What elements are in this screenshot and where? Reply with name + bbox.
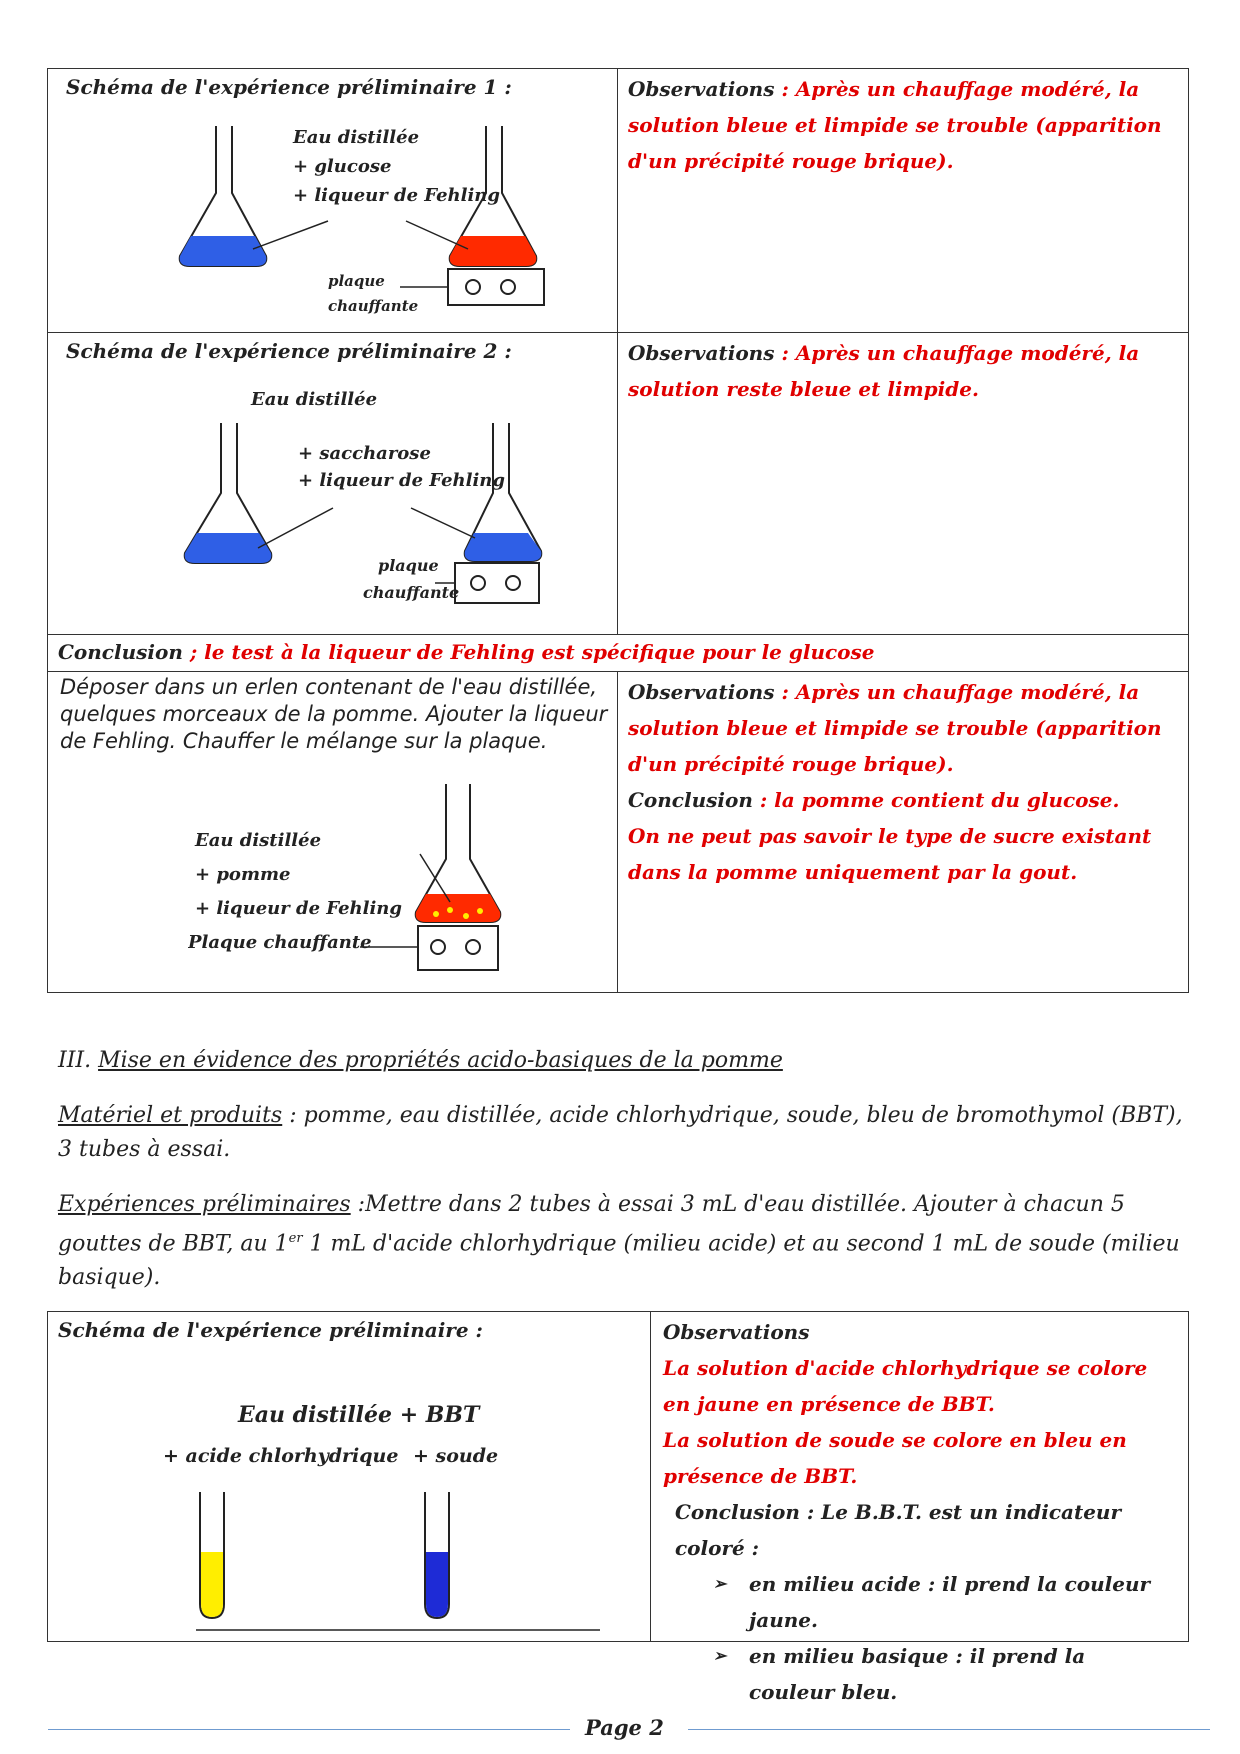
experiences-paragraph [58,1188,1198,1295]
exp2-label-saccharose: + saccharose [298,443,431,464]
apple-observation [628,674,1173,890]
hot-plate-icon [400,269,544,305]
exp1-obs-cell [617,68,1189,333]
exp2-observation [628,335,1173,407]
bbt-diagram [148,1382,668,1632]
exp2-title: Schéma de l'expérience préliminaire 2 : [66,339,512,363]
exp2-obs-cell [617,332,1189,635]
apple-protocol: Déposer dans un erlen contenant de l'eau distillée, quelques morceaux de la pomme. Ajouter la liqueur de Fehling. Chauffer le mélange sur la plaque. [60,675,608,753]
apple-label-water: Eau distillée [195,830,322,851]
fehling-conclusion-prefix: Conclusion [58,640,183,664]
bbt-obs-cell [650,1311,1189,1704]
materiel-text: : pomme, eau distillée, acide chlorhydrique, soude, bleu de bromothymol (BBT), 3 tubes à essai. [58,1103,1183,1162]
bbt-bullet-acid: ➢ en milieu acide : il prend la couleur jaune. [713,1566,1173,1638]
tube-yellow-icon [200,1492,224,1618]
apple-obs-text: : Après un chauffage modéré, la solution bleue et limpide se trouble (apparition d'un précipité rouge brique). [628,680,1162,776]
apple-obs-cell [617,671,1189,993]
fehling-conclusion-text: ; le test à la liqueur de Fehling est spécifique pour le glucose [182,640,875,664]
exp1-label-chauffante: chauffante [328,297,419,315]
exp1-diagram [168,121,588,321]
exp1-label-plaque: plaque [328,272,385,290]
exp2-label-water: Eau distillée [251,389,378,410]
apple-diagram [188,784,608,984]
footer-page-number: Page 2 [585,1715,664,1740]
experiences-sup: er [288,1231,303,1246]
bbt-bullet-base: ➢ en milieu basique : il prend la couleur bleu. [713,1638,1173,1710]
exp1-observation [628,71,1173,179]
footer-line-left [48,1729,570,1730]
flask-blue-heated-icon [465,423,542,561]
materiel-paragraph [58,1099,1198,1167]
exp2-obs-prefix: Observations [628,341,775,365]
experiences-text-1: :Mettre dans 2 tubes à essai 3 mL d'eau distillée. Ajouter à chacun 5 gouttes de BBT, au 1 [58,1192,1125,1257]
bbt-conclusion: Conclusion : Le B.B.T. est un indicateur coloré : [675,1500,1122,1560]
exp2-diagram [173,383,593,613]
exp1-obs-text: : Après un chauffage modéré, la solution bleue et limpide se trouble (apparition d'un précipité rouge brique). [628,77,1162,173]
bbt-obs-2: La solution de soude se colore en bleu en présence de BBT. [663,1428,1127,1488]
apple-label-plaque: Plaque chauffante [188,932,372,953]
flask-red-apple-icon [416,784,501,922]
section3-heading-num: III. [58,1048,99,1073]
bbt-title: Schéma de l'expérience préliminaire : [58,1318,483,1342]
apple-label-fehling: + liqueur de Fehling [195,898,402,919]
hot-plate-icon [360,926,498,970]
flask-blue-icon [180,126,267,266]
footer-line-right [688,1729,1210,1730]
bbt-schema-cell [47,1311,651,1642]
bbt-label-soude: + soude [413,1445,499,1467]
section3-heading-text: Mise en évidence des propriétés acido-basiques de la pomme [98,1048,783,1073]
exp1-schema-cell [47,68,618,333]
apple-concl-text: : la pomme contient du glucose. [752,788,1120,812]
materiel-label: Matériel et produits [58,1103,283,1128]
experiences-text-2: 1 mL d'acide chlorhydrique (milieu acide) et au second 1 mL de soude (milieu basique). [58,1231,1180,1291]
exp1-title: Schéma de l'expérience préliminaire 1 : [66,75,512,99]
exp2-label-chauffante: chauffante [363,583,460,602]
apple-obs-prefix: Observations [628,680,775,704]
tube-blue-icon [425,1492,449,1618]
bbt-obs-1: La solution d'acide chlorhydrique se colore en jaune en présence de BBT. [663,1356,1148,1416]
apple-concl-prefix: Conclusion [628,788,753,812]
exp2-label-fehling: + liqueur de Fehling [298,470,505,491]
exp1-label-glucose: + glucose [293,156,392,177]
bbt-observation [663,1314,1173,1710]
bbt-label-water: Eau distillée + BBT [238,1402,480,1428]
exp2-schema-cell [47,332,618,635]
fehling-conclusion [58,640,875,664]
bbt-obs-title: Observations [663,1320,810,1344]
experiences-label: Expériences préliminaires [58,1192,351,1217]
exp1-label-fehling: + liqueur de Fehling [293,185,500,206]
exp2-label-plaque: plaque [378,556,439,575]
section3-heading [58,1044,1198,1078]
bbt-label-acid: + acide chlorhydrique [163,1445,399,1467]
apple-protocol-cell [47,671,618,993]
bbt-bullet-list [663,1566,1173,1710]
flask-blue-icon [185,423,272,563]
apple-label-pomme: + pomme [195,864,291,885]
exp1-label-water: Eau distillée [293,127,420,148]
exp2-obs-text: : Après un chauffage modéré, la solution reste bleue et limpide. [628,341,1140,401]
fehling-conclusion-cell [47,634,1189,672]
apple-note: On ne peut pas savoir le type de sucre existant dans la pomme uniquement par la gout. [628,824,1152,884]
exp1-obs-prefix: Observations [628,77,775,101]
